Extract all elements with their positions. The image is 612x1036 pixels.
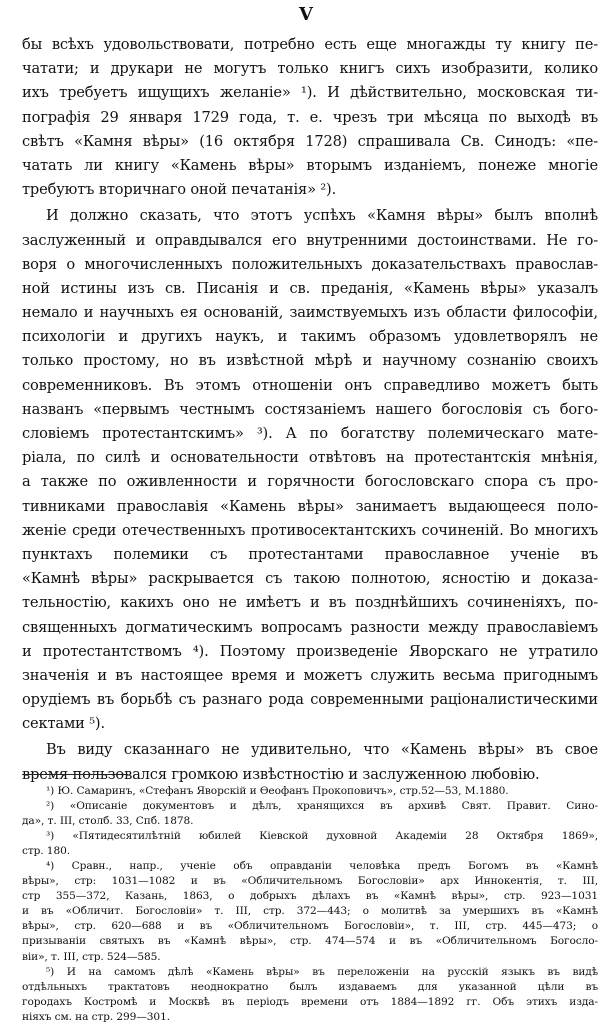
footnote <box>22 859 598 964</box>
text-line: тельностію, какихъ оно не имѣетъ и въ позднѣйшихъ сочиненіяхъ, по- <box>22 594 598 612</box>
text-line: сектами ⁵). <box>22 715 105 733</box>
footnote-line: ¹) Ю. Самаринъ, «Стефанъ Яворскій и Ѳеофанъ Прокоповичъ», стр.52—53, М.1880. <box>46 785 509 797</box>
footnote-line: ³) «Пятидесятилѣтній юбилей Кіевской духовной Академіи 28 Октября 1869», <box>46 830 598 843</box>
text-line: И должно сказать, что этотъ успѣхъ «Камня вѣры» былъ вполнѣ <box>46 207 598 225</box>
footnote-line: вѣры», стр: 1031—1082 и въ «Обличительномъ Богословіи» арх Иннокентія, т. III, <box>22 875 598 888</box>
text-line: психологіи и другихъ наукъ, и такимъ образомъ удовлетворялъ не <box>22 328 598 346</box>
text-line: пографія 29 января 1729 года, т. е. чрезъ три мѣсяца по выходѣ въ <box>22 108 598 126</box>
text-line: пунктахъ полемики съ протестантами православное ученіе въ <box>22 545 598 563</box>
text-line: а также по оживленности и горячности богословскаго спора съ про- <box>22 473 598 491</box>
paragraph <box>22 33 598 202</box>
footnote-line: ⁵) И на самомъ дѣлѣ «Камень вѣры» въ переложеніи на русскій языкъ въ видѣ <box>46 965 598 978</box>
footnote <box>22 799 598 829</box>
footnote <box>22 784 598 799</box>
paragraph <box>22 204 598 736</box>
text-line: «Камнѣ вѣры» раскрывается съ такою полнотою, ясностію и доказа- <box>22 570 598 588</box>
text-line: бы всѣхъ удовольствовати, потребно есть еще многажды ту книгу пе- <box>22 36 598 53</box>
main-text <box>22 33 598 787</box>
text-line: воря о многочисленныхъ положительныхъ доказательствахъ православ- <box>22 255 598 273</box>
footnote-line: ніяхъ см. на стр. 299—301. <box>22 1010 170 1023</box>
text-line: немало и научныхъ ея основаній, заимствуемыхъ изъ области философіи, <box>22 304 598 322</box>
text-line: и протестантствомъ ⁴). Поэтому произведеніе Яворскаго не утратило <box>22 642 598 660</box>
text-line: женіе среди отечественныхъ противосектантскихъ сочиненій. Во многихъ <box>22 521 598 539</box>
paragraph <box>22 738 598 786</box>
text-line: заслуженный и оправдывался его внутренними достоинствами. Не го- <box>22 231 598 249</box>
footnote-divider <box>22 774 128 775</box>
footnote-line: ²) «Описаніе документовъ и дѣлъ, хранящихся въ архивѣ Свят. Правит. Сино- <box>46 800 598 813</box>
text-line: чатати; и друкари не могутъ только книгъ сихъ изобразити, колико <box>22 60 598 78</box>
footnote-line: отдѣльныхъ трактатовъ неоднократно былъ издаваемъ для указанной цѣли въ <box>22 980 598 993</box>
text-line: современниковъ. Въ этомъ отношеніи онъ справедливо можетъ быть <box>22 376 598 394</box>
footnote-line: віи», т. III, стр. 524—585. <box>22 950 161 963</box>
footnote-line: и въ «Обличит. Богословіи» т. III, стр. 372—443; о молитвѣ за умершихъ въ «Камнѣ <box>22 905 598 918</box>
page-number: V <box>299 4 313 25</box>
text-line: Въ виду сказаннаго не удивительно, что «Камень вѣры» въ свое <box>46 741 598 759</box>
footnote-line: стр. 180. <box>22 845 70 858</box>
footnotes <box>22 784 598 1025</box>
footnote-line: стр 355—372, Казань, 1863, о добрыхъ дѣлахъ въ «Камнѣ вѣры», стр. 923—1031 <box>22 890 598 903</box>
text-line: время пользовался громкою извѣстностію и заслуженною любовію. <box>22 765 540 783</box>
footnote-line: ⁴) Сравн., напр., ученіе объ оправданіи человѣка предъ Богомъ въ «Камнѣ <box>46 860 598 873</box>
text-line: ріала, по силѣ и основательности отвѣтовъ на протестантскія мнѣнія, <box>22 449 598 467</box>
text-line: требуютъ вторичнаго оной печатанія» ²). <box>22 181 337 199</box>
footnote-line: вѣры», стр. 620—688 и въ «Обличительномъ Богословіи», т. III, стр. 445—473; о <box>22 920 598 933</box>
text-line: значенія и въ настоящее время и можетъ служить весьма пригоднымъ <box>22 666 598 684</box>
footnote-line: да», т. III, столб. 33, Спб. 1878. <box>22 815 194 828</box>
footnote <box>22 829 598 859</box>
text-line: названъ «первымъ честнымъ состязаніемъ нашего богословія съ бого- <box>22 400 598 418</box>
text-line: чатать ли книгу «Камень вѣры» вторымъ изданіемъ, понеже многіе <box>22 156 598 174</box>
text-line: орудіемъ въ борьбѣ съ разнаго рода современными раціоналистическими <box>22 691 598 709</box>
footnote-line: призываніи святыхъ въ «Камнѣ вѣры», стр. 474—574 и въ «Обличительномъ Богосло- <box>22 935 598 948</box>
text-line: ихъ требуетъ ищущихъ желаніе» ¹). И дѣйствительно, московская ти- <box>22 84 598 102</box>
text-line: свѣтъ «Камня вѣры» (16 октября 1728) спрашивала Св. Синодъ: «пе- <box>22 132 598 150</box>
text-line: тивниками православія «Камень вѣры» занимаетъ выдающееся поло- <box>22 497 598 515</box>
text-line: только простому, но въ извѣстной мѣрѣ и научному сознанію своихъ <box>22 352 598 370</box>
footnote-line: городахъ Костромѣ и Москвѣ въ періодъ времени отъ 1884—1892 гг. Объ этихъ изда- <box>22 995 598 1008</box>
text-line: словіемъ протестантскимъ» ³). А по богатству полемическаго мате- <box>22 425 598 442</box>
footnote <box>22 965 598 1025</box>
text-line: ной истины изъ св. Писанія и св. преданія, «Камень вѣры» указалъ <box>22 279 598 297</box>
text-line: священныхъ догматическимъ вопросамъ разности между православіемъ <box>22 618 598 636</box>
